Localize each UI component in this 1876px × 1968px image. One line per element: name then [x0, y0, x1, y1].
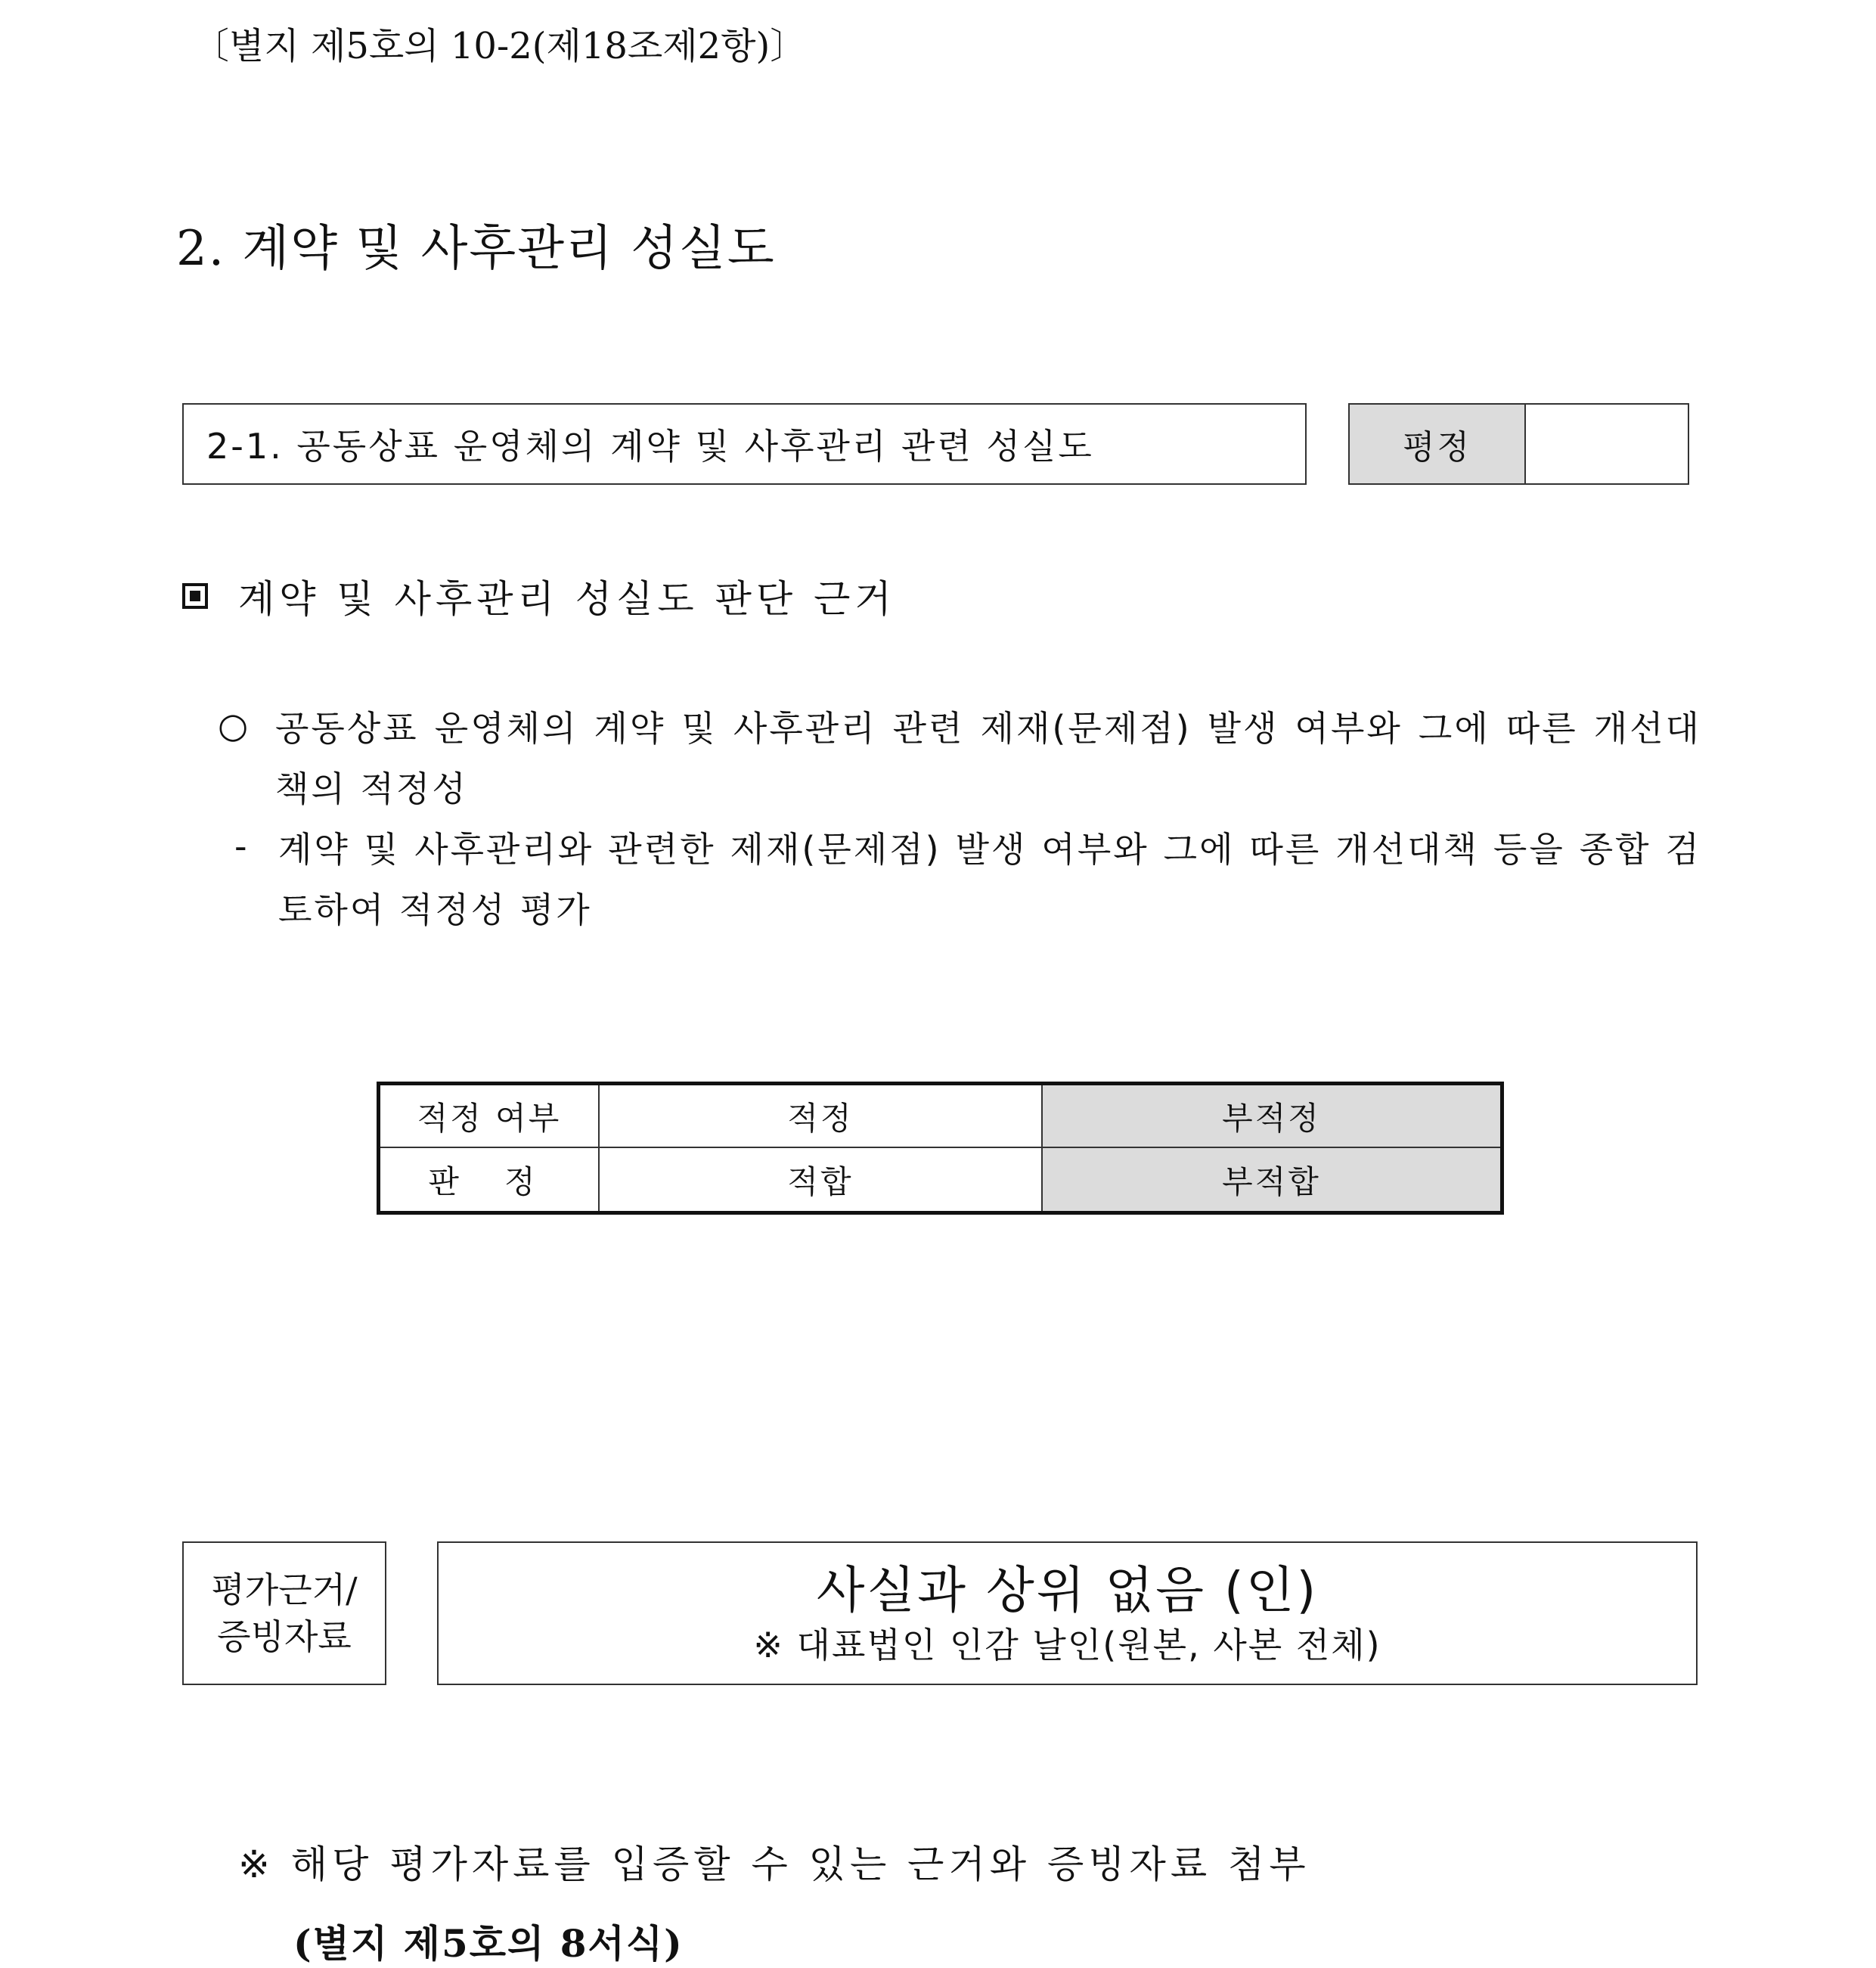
table-cell-unsuitable: 부적합	[1043, 1148, 1500, 1211]
evidence-main-text: 사실과 상위 없음 (인)	[816, 1561, 1319, 1619]
score-label: 평정	[1350, 405, 1526, 483]
filled-square-icon	[182, 583, 208, 609]
basis-heading	[182, 569, 896, 623]
evidence-label-line2: 증빙자료	[217, 1616, 352, 1657]
form-reference: 〔별지 제5호의 10-2(제18조제2항)〕	[193, 25, 807, 67]
basis-dash-text: 계약 및 사후관리와 관련한 제재(문제점) 발생 여부와 그에 따른 개선대책 등을 종합 검토하여 적정성 평가	[278, 829, 1701, 930]
basis-heading-text: 계약 및 사후관리 성실도 판단 근거	[238, 577, 896, 621]
score-value-field[interactable]	[1526, 405, 1688, 483]
footer-form-reference: (별지 제5호의 8서식)	[293, 1921, 684, 1966]
dash-bullet-icon: -	[234, 826, 247, 867]
evidence-content-box	[437, 1541, 1698, 1685]
basis-bullet-text: 공동상표 운영체의 계약 및 사후관리 관련 제재(문제점) 발생 여부와 그에 따른 개선대책의 적정성	[275, 708, 1701, 809]
judgment-table	[377, 1082, 1504, 1215]
table-cell-suitable: 적합	[600, 1148, 1043, 1211]
table-cell-header: 적정 여부	[380, 1085, 600, 1148]
evidence-label-line1: 평가근거/	[211, 1569, 358, 1610]
subsection-title: 2-1. 공동상표 운영체의 계약 및 사후관리 관련 성실도	[206, 426, 1094, 467]
table-cell-inappropriate: 부적정	[1043, 1085, 1500, 1148]
score-box	[1348, 403, 1689, 485]
circle-bullet-icon: ○	[218, 705, 249, 746]
table-cell-appropriate: 적정	[600, 1085, 1043, 1148]
footer-note: ※ 해당 평가자료를 입증할 수 있는 근거와 증빙자료 첨부	[238, 1842, 1310, 1886]
evidence-label-box	[182, 1541, 386, 1685]
subsection-title-box	[182, 403, 1307, 485]
evidence-note-text: ※ 대표법인 인감 날인(원본, 사본 전체)	[753, 1625, 1381, 1665]
table-cell-judgment-label: 판정	[380, 1148, 600, 1211]
section-title: 2. 계약 및 사후관리 성실도	[176, 221, 776, 277]
